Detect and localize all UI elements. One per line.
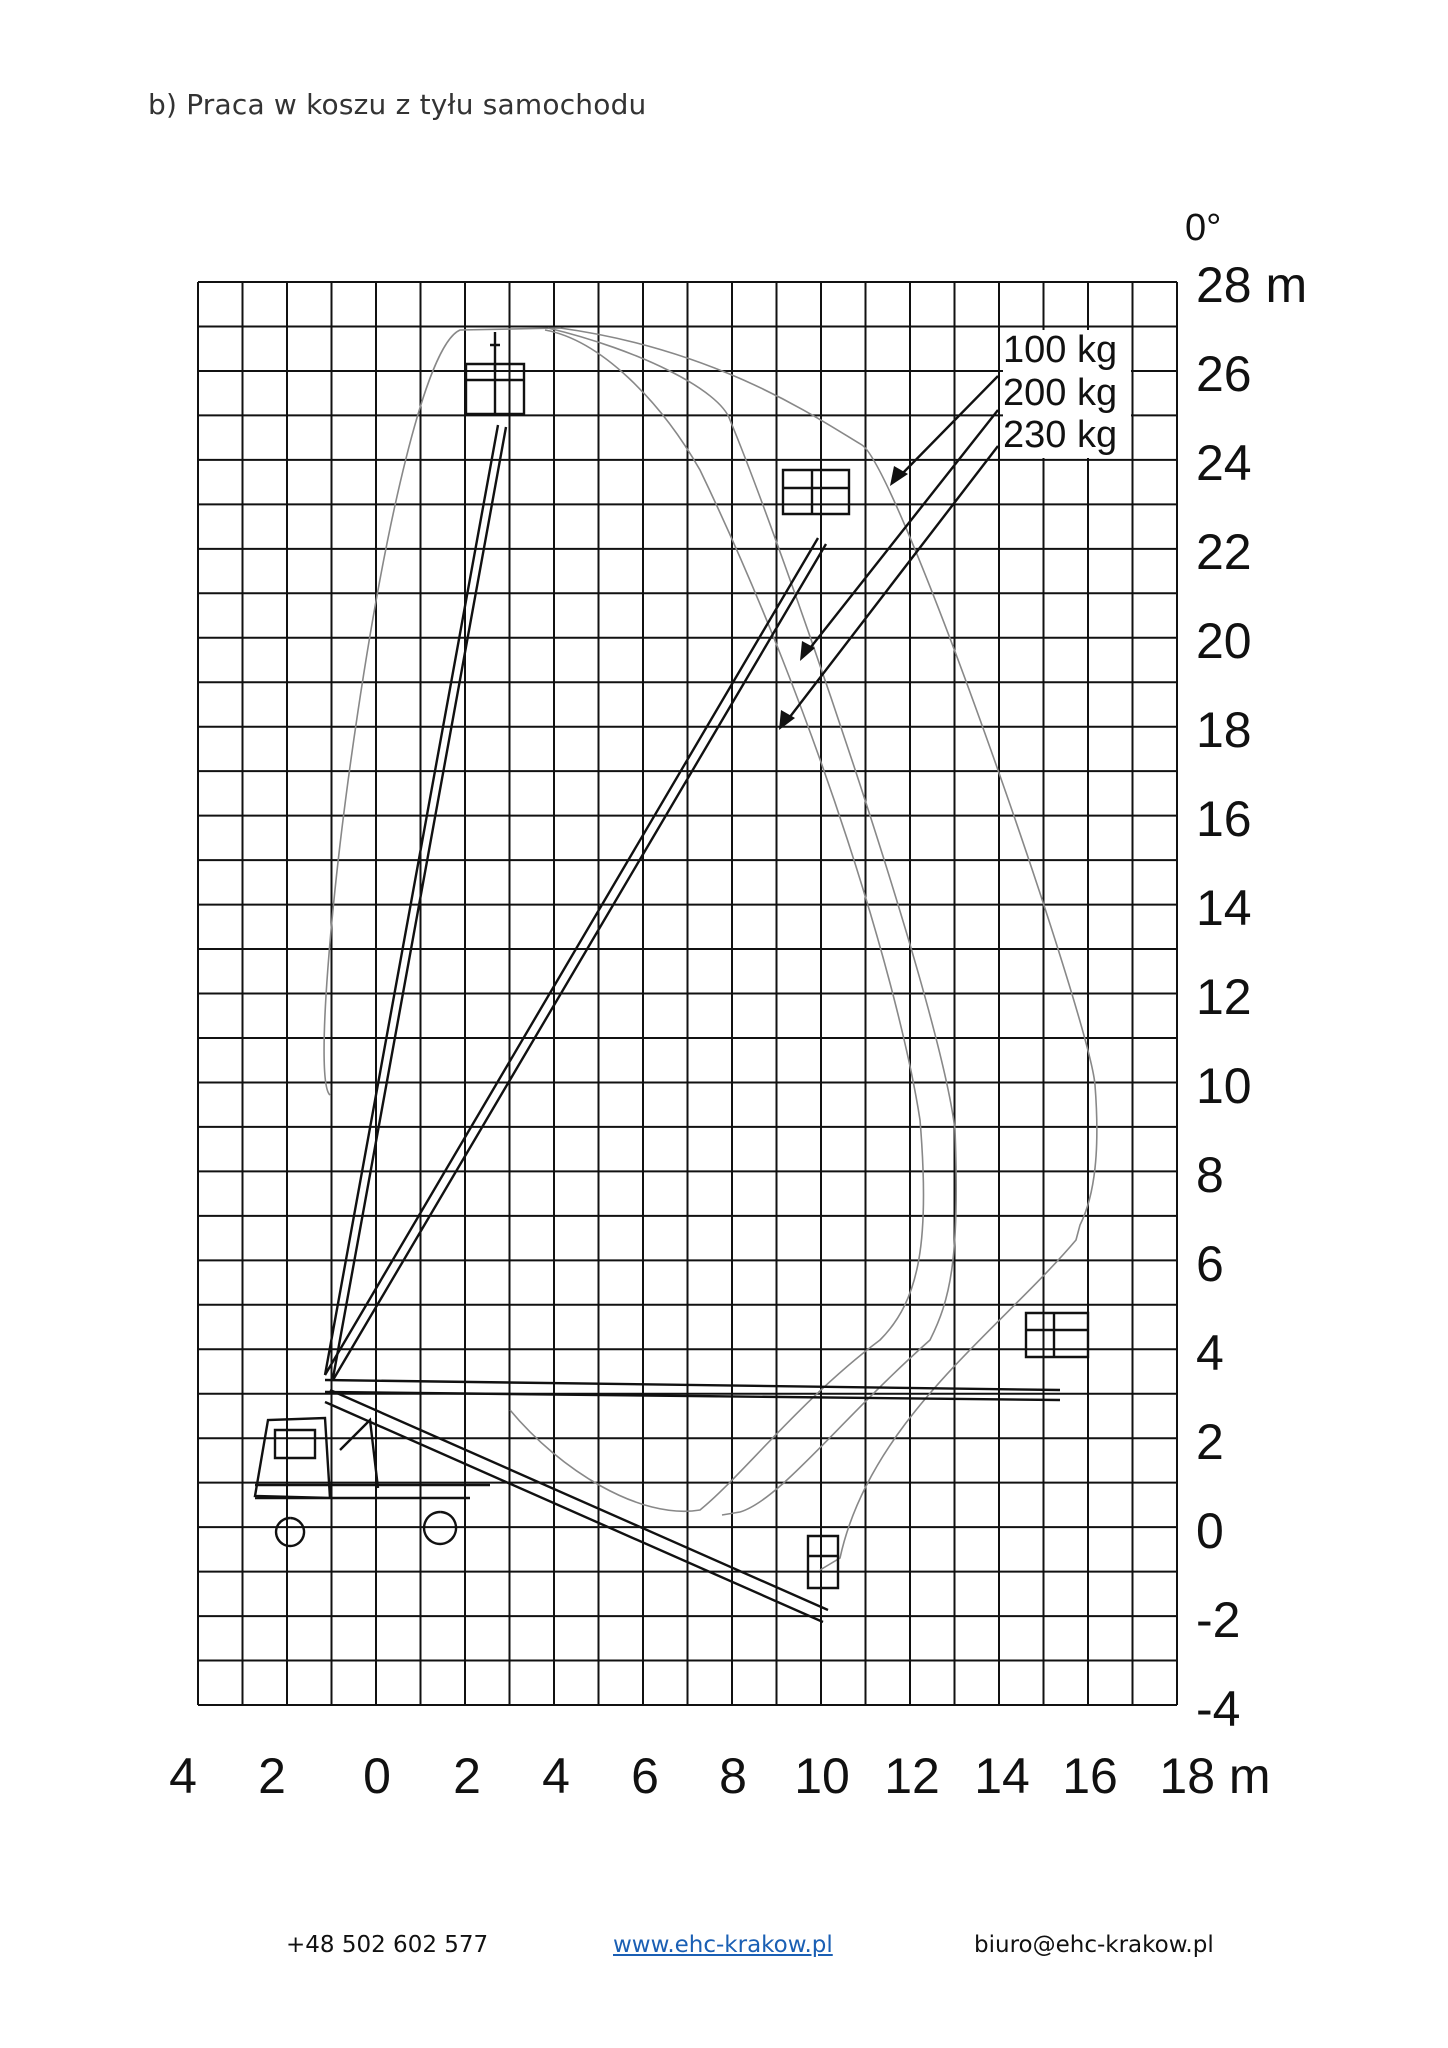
envelope-230kg: [510, 330, 924, 1511]
y-tick-label: 6: [1196, 1236, 1224, 1292]
boom-angle-label: 0°: [1185, 207, 1222, 249]
y-tick-label: 28 m: [1196, 257, 1308, 313]
arrow-100kg: [898, 376, 998, 478]
y-tick-label: 18: [1196, 702, 1252, 758]
y-tick-label: 12: [1196, 969, 1252, 1025]
y-tick-label: 0: [1196, 1503, 1224, 1559]
footer-website-link[interactable]: www.ehc-krakow.pl: [613, 1932, 833, 1958]
legend: [1003, 329, 1117, 456]
boom-horizontal: [325, 1380, 1060, 1400]
x-axis-labels: [169, 1748, 1270, 1804]
x-tick-label: 0: [363, 1748, 391, 1804]
y-tick-label: 2: [1196, 1414, 1224, 1470]
y-axis-labels: [1196, 257, 1307, 1737]
footer-email: biuro@ehc-krakow.pl: [974, 1932, 1214, 1958]
y-tick-label: 10: [1196, 1058, 1252, 1114]
legend-item-230kg: 230 kg: [1003, 414, 1118, 456]
x-tick-label: 12: [884, 1748, 940, 1804]
x-tick-label: 4: [169, 1748, 197, 1804]
y-tick-label: -2: [1196, 1592, 1241, 1648]
y-tick-label: 4: [1196, 1325, 1224, 1381]
x-tick-label: 14: [974, 1748, 1030, 1804]
x-tick-label: 2: [453, 1748, 481, 1804]
grid: [198, 282, 1177, 1705]
legend-item-100kg: 100 kg: [1003, 329, 1118, 371]
y-tick-label: 26: [1196, 346, 1252, 402]
page-section-title: b) Praca w koszu z tyłu samochodu: [148, 88, 647, 121]
basket-horizontal: [1026, 1313, 1088, 1357]
boom-positions: [255, 332, 1088, 1622]
y-tick-label: 20: [1196, 613, 1252, 669]
arrow-200kg: [807, 410, 998, 652]
y-tick-label: 16: [1196, 791, 1252, 847]
x-tick-label: 2: [258, 1748, 286, 1804]
basket-diagonal: [783, 470, 849, 514]
x-tick-label: 8: [719, 1748, 747, 1804]
boom-vertical: [325, 425, 506, 1378]
x-tick-label: 6: [631, 1748, 659, 1804]
y-tick-label: -4: [1196, 1681, 1241, 1737]
x-tick-label: 10: [794, 1748, 850, 1804]
footer-phone: +48 502 602 577: [286, 1932, 489, 1958]
y-tick-label: 22: [1196, 524, 1252, 580]
y-tick-label: 14: [1196, 880, 1252, 936]
y-tick-label: 8: [1196, 1147, 1224, 1203]
legend-item-200kg: 200 kg: [1003, 372, 1118, 414]
y-tick-label: 24: [1196, 435, 1252, 491]
x-tick-label: 18 m: [1159, 1748, 1271, 1804]
operator-figure: [490, 332, 500, 372]
x-tick-label: 16: [1062, 1748, 1118, 1804]
x-tick-label: 4: [542, 1748, 570, 1804]
envelope-200kg: [548, 328, 956, 1515]
